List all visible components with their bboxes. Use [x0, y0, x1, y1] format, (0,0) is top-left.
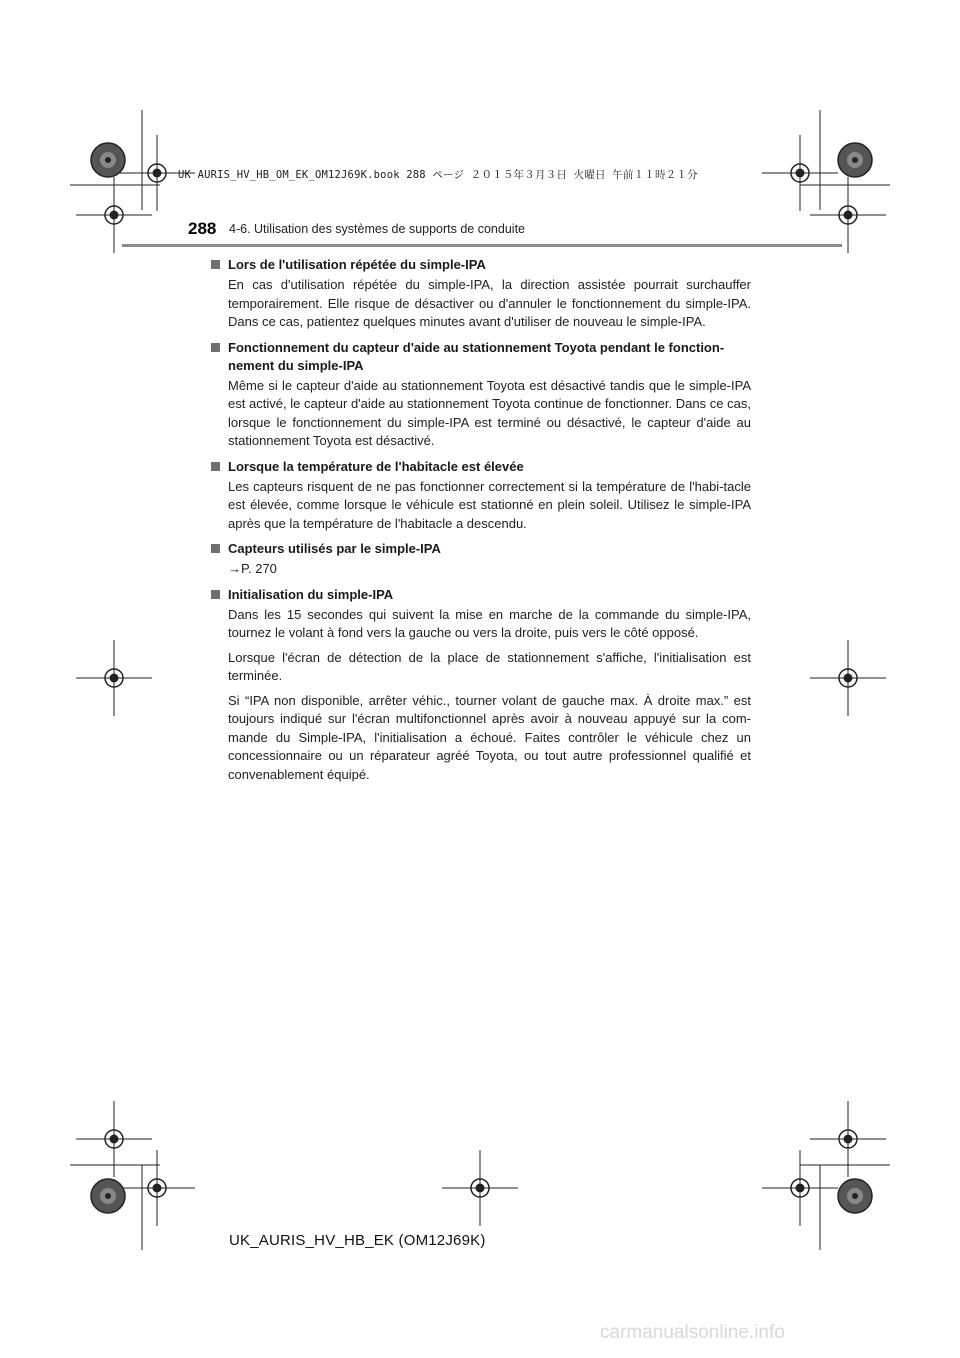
starball-icon: [91, 1179, 125, 1213]
paragraph: Si “IPA non disponible, arrêter véhic., tourner volant de gauche max. À droite max.” est toujours indiqué sur l'écran multifonctionnel après avoir à nouveau appuyé sur la com-mande du Simple-IPA, l'initialisation a échoué. Faites contrôler le véhicule chez un concessionnaire ou un réparateur agréé Toyota, ou tout autre professionnel qualifié et convenablement équipé.: [228, 692, 751, 782]
crosshair-icon: [76, 177, 152, 253]
crosshair-icon: [762, 135, 838, 211]
square-bullet-icon: [211, 590, 220, 599]
item-heading: [211, 458, 751, 476]
page-number: 288: [188, 219, 217, 238]
crosshair-icon: [762, 1150, 838, 1226]
item-heading: [211, 339, 751, 375]
document-code: UK_AURIS_HV_HB_EK (OM12J69K): [229, 1232, 486, 1249]
square-bullet-icon: [211, 462, 220, 471]
heading-text: Initialisation du simple-IPA: [228, 586, 394, 602]
item-cabin-temperature: [211, 458, 751, 534]
crosshair-icon: [442, 1150, 518, 1226]
square-bullet-icon: [211, 260, 220, 269]
item-heading: [211, 256, 751, 274]
heading-text: Lors de l'utilisation répétée du simple-IPA: [228, 257, 486, 272]
square-bullet-icon: [211, 343, 220, 352]
print-info: UK AURIS_HV_HB_OM_EK_OM12J69K.book 288 ページ ２０１５年３月３日 火曜日 午前１１時２１分: [178, 169, 698, 181]
crosshair-icon: [810, 177, 886, 253]
paragraph: Les capteurs risquent de ne pas fonctionner correctement si la température de l'habi-tacle est élevée, comme lorsque le véhicule est stationné en plein soleil. Utilisez le simple-IPA après que la température de l'habitacle a descendu.: [228, 478, 751, 531]
crosshair-icon: [810, 640, 886, 716]
heading-text: Lorsque la température de l'habitacle est élevée: [228, 458, 524, 474]
crosshair-icon: [119, 1150, 195, 1226]
starball-icon: [91, 143, 125, 177]
crosshair-icon: [76, 1101, 152, 1177]
item-sensors-used: [211, 540, 751, 579]
paragraph: Dans les 15 secondes qui suivent la mise en marche de la commande du simple-IPA, tournez le volant à fond vers la gauche ou vers la droite, puis vers le côté opposé.: [228, 606, 751, 640]
square-bullet-icon: [211, 544, 220, 553]
section-title: 4-6. Utilisation des systèmes de supports de conduite: [229, 222, 525, 236]
paragraph: Même si le capteur d'aide au stationnement Toyota est désactivé tandis que le simple-IPA est activé, le capteur d'aide au stationnement Toyota continue de fonctionner. Dans ce cas, lorsque le fonctionnement du simple-IPA est terminé ou désactivé, le capteur d'aide au stationnement Toyota est désactivé.: [228, 377, 751, 448]
paragraph: En cas d'utilisation répétée du simple-IPA, la direction assistée pourrait surchauffer temporairement. Elle risque de désactiver ou d'annuler le fonctionnement du simple-IPA. Dans ce cas, patientez quelques minutes avant d'utiliser de nouveau le simple-IPA.: [228, 277, 751, 329]
item-parking-sensor: [211, 339, 751, 451]
item-heading: [211, 540, 751, 558]
crosshair-icon: [76, 640, 152, 716]
watermark: carmanualsonline.info: [600, 1322, 785, 1343]
heading-text: Fonctionnement du capteur d'aide au stationnement Toyota pendant le fonction-nement du simple-IPA: [228, 339, 725, 373]
paragraph: Lorsque l'écran de détection de la place de stationnement s'affiche, l'initialisation est terminée.: [228, 649, 751, 683]
starball-icon: [838, 143, 872, 177]
crosshair-icon: [810, 1101, 886, 1177]
page-reference-link[interactable]: →P. 270: [228, 561, 277, 576]
item-initialisation: [211, 586, 751, 785]
starball-icon: [838, 1179, 872, 1213]
item-repeated-use: [211, 256, 751, 332]
content: [211, 256, 751, 791]
item-heading: [211, 586, 751, 604]
heading-text: Capteurs utilisés par le simple-IPA: [228, 541, 441, 556]
header-rule: [122, 244, 842, 247]
